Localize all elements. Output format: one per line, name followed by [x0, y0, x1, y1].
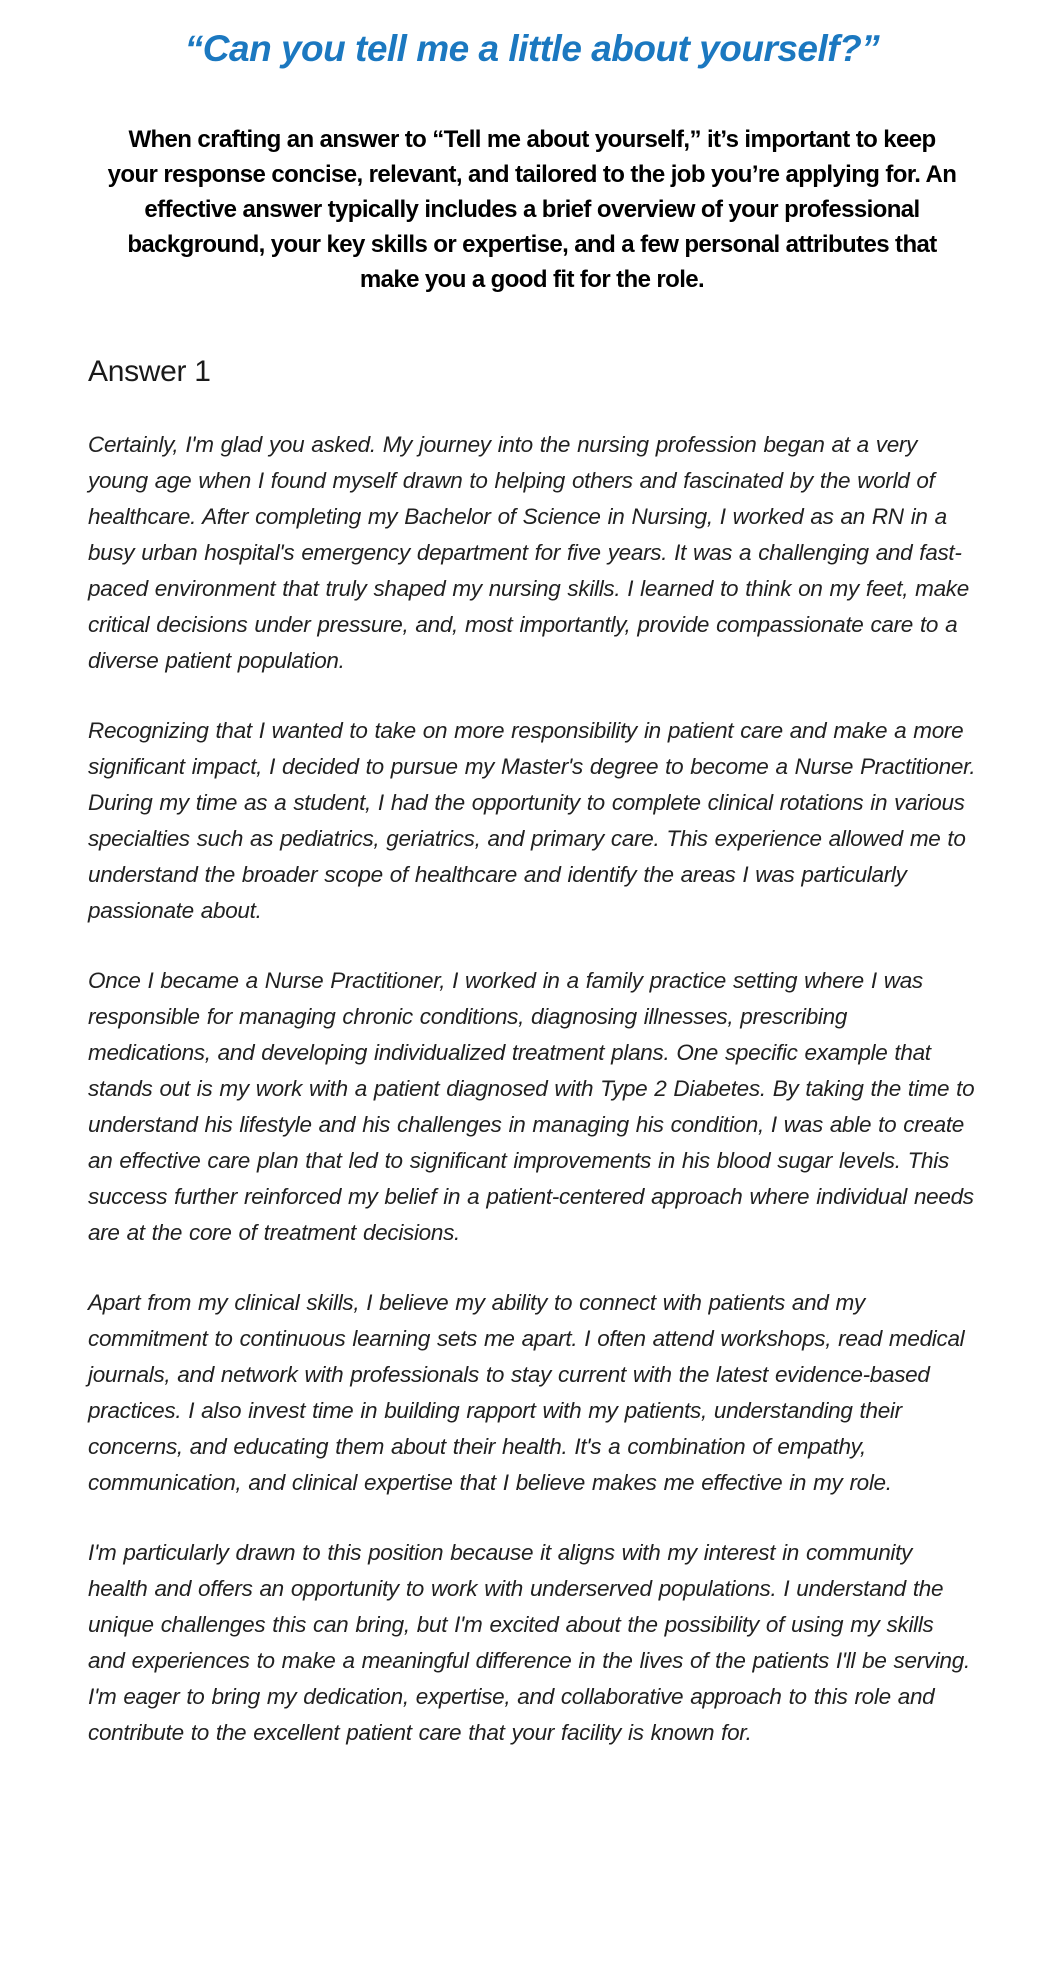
- answer-paragraph: Apart from my clinical skills, I believe my ability to connect with patients and my commitment to continuous learning sets me apart. I often attend workshops, read medical journals, and network with professionals to stay current with the latest evidence-based practices. I also invest time in building rapport with my patients, understanding their concerns, and educating them about their health. It's a combination of empathy, communication, and clinical expertise that I believe makes me effective in my role.: [88, 1290, 965, 1495]
- answer-heading: Answer 1: [88, 355, 211, 388]
- answer-paragraph: Recognizing that I wanted to take on more responsibility in patient care and make a more significant impact, I decided to pursue my Master's degree to become a Nurse Practitioner. During my time as a student, I had the opportunity to complete clinical rotations in various specialties such as pediatrics, geriatrics, and primary care. This experience allowed me to understand the broader scope of healthcare and identify the areas I was particularly passionate about.: [88, 718, 976, 923]
- document-title: “Can you tell me a little about yourself?”: [184, 28, 880, 69]
- answer-paragraph: I'm particularly drawn to this position because it aligns with my interest in community health and offers an opportunity to work with underserved populations. I understand the unique challenges this can bring, but I'm excited about the possibility of using my skills and experiences to make a meaningful difference in the lives of the patients I'll be serving. I'm eager to bring my dedication, expertise, and collaborative approach to this role and contribute to the excellent patient care that your facility is known for.: [88, 1540, 970, 1745]
- answer-paragraph: Certainly, I'm glad you asked. My journey into the nursing profession began at a very young age when I found myself drawn to helping others and fascinated by the world of healthcare. After completing my Bachelor of Science in Nursing, I worked as an RN in a busy urban hospital's emergency department for five years. It was a challenging and fast-paced environment that truly shaped my nursing skills. I learned to think on my feet, make critical decisions under pressure, and, most importantly, provide compassionate care to a diverse patient population.: [88, 432, 969, 673]
- answer-paragraph: Once I became a Nurse Practitioner, I worked in a family practice setting where I was responsible for managing chronic conditions, diagnosing illnesses, prescribing medications, and developing individualized treatment plans. One specific example that stands out is my work with a patient diagnosed with Type 2 Diabetes. By taking the time to understand his lifestyle and his challenges in managing his condition, I was able to create an effective care plan that led to significant improvements in his blood sugar levels. This success further reinforced my belief in a patient-centered approach where individual needs are at the core of treatment decisions.: [88, 968, 975, 1245]
- intro-paragraph: When crafting an answer to “Tell me about yourself,” it’s important to keep your response concise, relevant, and tailored to the job you’re applying for. An effective answer typically includes a brief overview of your professional background, your key skills or expertise, and a few personal attributes that make you a good fit for the role.: [107, 126, 957, 293]
- answer-body: [88, 427, 976, 1751]
